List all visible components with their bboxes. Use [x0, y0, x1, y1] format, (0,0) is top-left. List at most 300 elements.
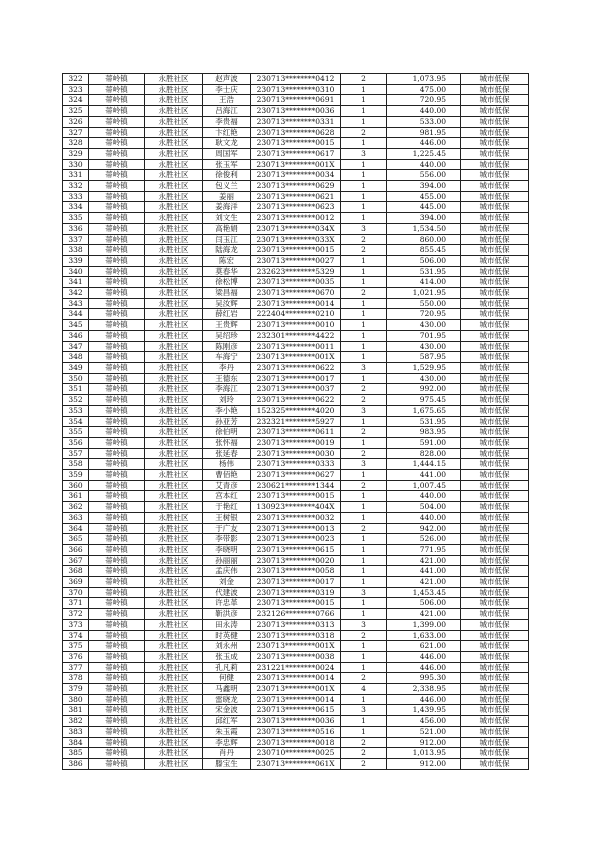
- row-number-cell: 339: [63, 255, 89, 266]
- amount-cell: 983.95: [387, 427, 461, 438]
- community-cell: 永胜社区: [145, 737, 203, 748]
- row-number-cell: 358: [63, 459, 89, 470]
- category-cell: 城市低保: [461, 362, 529, 373]
- town-cell: 蒂岭镇: [89, 234, 145, 245]
- amount-cell: 720.95: [387, 95, 461, 106]
- town-cell: 蒂岭镇: [89, 694, 145, 705]
- community-cell: 永胜社区: [145, 170, 203, 181]
- name-cell: 周国军: [203, 148, 251, 159]
- town-cell: 蒂岭镇: [89, 95, 145, 106]
- row-number-cell: 362: [63, 502, 89, 513]
- amount-cell: 421.00: [387, 609, 461, 620]
- table-row: [63, 116, 529, 127]
- town-cell: 蒂岭镇: [89, 352, 145, 363]
- community-cell: 永胜社区: [145, 395, 203, 406]
- amount-cell: 521.00: [387, 726, 461, 737]
- town-cell: 蒂岭镇: [89, 362, 145, 373]
- id-number-cell: 230713********0014: [251, 694, 341, 705]
- household-size-cell: 1: [341, 694, 387, 705]
- name-cell: 陆海龙: [203, 245, 251, 256]
- name-cell: 李士庆: [203, 84, 251, 95]
- id-number-cell: 230713********0035: [251, 277, 341, 288]
- community-cell: 永胜社区: [145, 234, 203, 245]
- id-number-cell: 230713********001X: [251, 684, 341, 695]
- id-number-cell: 230713********0020: [251, 555, 341, 566]
- town-cell: 蒂岭镇: [89, 662, 145, 673]
- table-row: [63, 234, 529, 245]
- community-cell: 永胜社区: [145, 320, 203, 331]
- town-cell: 蒂岭镇: [89, 159, 145, 170]
- amount-cell: 701.95: [387, 330, 461, 341]
- town-cell: 蒂岭镇: [89, 459, 145, 470]
- household-size-cell: 3: [341, 619, 387, 630]
- row-number-cell: 342: [63, 288, 89, 299]
- id-number-cell: 230713********0319: [251, 587, 341, 598]
- category-cell: 城市低保: [461, 384, 529, 395]
- name-cell: 马鑫明: [203, 684, 251, 695]
- name-cell: 肖丹: [203, 748, 251, 759]
- town-cell: 蒂岭镇: [89, 759, 145, 770]
- row-number-cell: 380: [63, 694, 89, 705]
- category-cell: 城市低保: [461, 737, 529, 748]
- town-cell: 蒂岭镇: [89, 448, 145, 459]
- id-number-cell: 230710********0025: [251, 748, 341, 759]
- row-number-cell: 327: [63, 127, 89, 138]
- category-cell: 城市低保: [461, 373, 529, 384]
- table-row: [63, 266, 529, 277]
- household-size-cell: 2: [341, 427, 387, 438]
- id-number-cell: 230713********0670: [251, 288, 341, 299]
- town-cell: 蒂岭镇: [89, 138, 145, 149]
- town-cell: 蒂岭镇: [89, 651, 145, 662]
- town-cell: 蒂岭镇: [89, 416, 145, 427]
- town-cell: 蒂岭镇: [89, 470, 145, 481]
- household-size-cell: 3: [341, 705, 387, 716]
- community-cell: 永胜社区: [145, 245, 203, 256]
- name-cell: 卞红艳: [203, 127, 251, 138]
- amount-cell: 975.45: [387, 395, 461, 406]
- community-cell: 永胜社区: [145, 84, 203, 95]
- household-size-cell: 1: [341, 277, 387, 288]
- row-number-cell: 331: [63, 170, 89, 181]
- community-cell: 永胜社区: [145, 266, 203, 277]
- name-cell: 李带影: [203, 534, 251, 545]
- name-cell: 陈刚彦: [203, 341, 251, 352]
- row-number-cell: 335: [63, 213, 89, 224]
- category-cell: 城市低保: [461, 502, 529, 513]
- name-cell: 王树银: [203, 512, 251, 523]
- row-number-cell: 340: [63, 266, 89, 277]
- town-cell: 蒂岭镇: [89, 245, 145, 256]
- category-cell: 城市低保: [461, 266, 529, 277]
- table-row: [63, 405, 529, 416]
- household-size-cell: 1: [341, 373, 387, 384]
- name-cell: 王浩: [203, 95, 251, 106]
- name-cell: 孔凡莉: [203, 662, 251, 673]
- amount-cell: 1,529.95: [387, 362, 461, 373]
- name-cell: 李贵福: [203, 116, 251, 127]
- id-number-cell: 230713********0318: [251, 630, 341, 641]
- community-cell: 永胜社区: [145, 213, 203, 224]
- name-cell: 高艳娟: [203, 223, 251, 234]
- community-cell: 永胜社区: [145, 502, 203, 513]
- town-cell: 蒂岭镇: [89, 705, 145, 716]
- id-number-cell: 230713********001X: [251, 352, 341, 363]
- community-cell: 永胜社区: [145, 694, 203, 705]
- household-size-cell: 1: [341, 491, 387, 502]
- amount-cell: 720.95: [387, 309, 461, 320]
- id-number-cell: 230713********0622: [251, 362, 341, 373]
- community-cell: 永胜社区: [145, 716, 203, 727]
- category-cell: 城市低保: [461, 170, 529, 181]
- town-cell: 蒂岭镇: [89, 630, 145, 641]
- community-cell: 永胜社区: [145, 534, 203, 545]
- table-row: [63, 95, 529, 106]
- town-cell: 蒂岭镇: [89, 320, 145, 331]
- community-cell: 永胜社区: [145, 630, 203, 641]
- category-cell: 城市低保: [461, 459, 529, 470]
- id-number-cell: 230713********0010: [251, 320, 341, 331]
- category-cell: 城市低保: [461, 619, 529, 630]
- id-number-cell: 230713********0015: [251, 138, 341, 149]
- row-number-cell: 353: [63, 405, 89, 416]
- table-row: [63, 298, 529, 309]
- category-cell: 城市低保: [461, 116, 529, 127]
- name-cell: 姜丽: [203, 191, 251, 202]
- community-cell: 永胜社区: [145, 148, 203, 159]
- category-cell: 城市低保: [461, 95, 529, 106]
- row-number-cell: 337: [63, 234, 89, 245]
- table-row: [63, 181, 529, 192]
- category-cell: 城市低保: [461, 641, 529, 652]
- community-cell: 永胜社区: [145, 330, 203, 341]
- category-cell: 城市低保: [461, 684, 529, 695]
- town-cell: 蒂岭镇: [89, 555, 145, 566]
- row-number-cell: 347: [63, 341, 89, 352]
- community-cell: 永胜社区: [145, 684, 203, 695]
- amount-cell: 506.00: [387, 598, 461, 609]
- category-cell: 城市低保: [461, 544, 529, 555]
- row-number-cell: 332: [63, 181, 89, 192]
- town-cell: 蒂岭镇: [89, 737, 145, 748]
- category-cell: 城市低保: [461, 512, 529, 523]
- household-size-cell: 1: [341, 352, 387, 363]
- category-cell: 城市低保: [461, 759, 529, 770]
- category-cell: 城市低保: [461, 716, 529, 727]
- category-cell: 城市低保: [461, 416, 529, 427]
- town-cell: 蒂岭镇: [89, 684, 145, 695]
- town-cell: 蒂岭镇: [89, 106, 145, 117]
- name-cell: 吴绍珍: [203, 330, 251, 341]
- amount-cell: 1,073.95: [387, 74, 461, 85]
- name-cell: 徐俊利: [203, 170, 251, 181]
- row-number-cell: 344: [63, 309, 89, 320]
- category-cell: 城市低保: [461, 651, 529, 662]
- name-cell: 张延春: [203, 448, 251, 459]
- household-size-cell: 1: [341, 651, 387, 662]
- household-size-cell: 1: [341, 544, 387, 555]
- household-size-cell: 2: [341, 395, 387, 406]
- community-cell: 永胜社区: [145, 298, 203, 309]
- household-size-cell: 1: [341, 598, 387, 609]
- table-row: [63, 170, 529, 181]
- id-number-cell: 230713********0015: [251, 245, 341, 256]
- town-cell: 蒂岭镇: [89, 726, 145, 737]
- community-cell: 永胜社区: [145, 598, 203, 609]
- row-number-cell: 359: [63, 470, 89, 481]
- community-cell: 永胜社区: [145, 277, 203, 288]
- town-cell: 蒂岭镇: [89, 84, 145, 95]
- town-cell: 蒂岭镇: [89, 202, 145, 213]
- community-cell: 永胜社区: [145, 459, 203, 470]
- row-number-cell: 355: [63, 427, 89, 438]
- community-cell: 永胜社区: [145, 373, 203, 384]
- row-number-cell: 360: [63, 480, 89, 491]
- community-cell: 永胜社区: [145, 448, 203, 459]
- household-size-cell: 1: [341, 534, 387, 545]
- id-number-cell: 230713********0034: [251, 170, 341, 181]
- name-cell: 李海江: [203, 384, 251, 395]
- row-number-cell: 363: [63, 512, 89, 523]
- category-cell: 城市低保: [461, 566, 529, 577]
- table-row: [63, 341, 529, 352]
- name-cell: 姜海洋: [203, 202, 251, 213]
- town-cell: 蒂岭镇: [89, 491, 145, 502]
- household-size-cell: 1: [341, 191, 387, 202]
- row-number-cell: 376: [63, 651, 89, 662]
- household-size-cell: 1: [341, 84, 387, 95]
- community-cell: 永胜社区: [145, 512, 203, 523]
- household-size-cell: 1: [341, 641, 387, 652]
- name-cell: 邱红军: [203, 716, 251, 727]
- name-cell: 李小艳: [203, 405, 251, 416]
- row-number-cell: 377: [63, 662, 89, 673]
- category-cell: 城市低保: [461, 277, 529, 288]
- household-size-cell: 4: [341, 684, 387, 695]
- table-row: [63, 223, 529, 234]
- category-cell: 城市低保: [461, 726, 529, 737]
- name-cell: 时英健: [203, 630, 251, 641]
- community-cell: 永胜社区: [145, 116, 203, 127]
- name-cell: 刘金: [203, 577, 251, 588]
- household-size-cell: 1: [341, 202, 387, 213]
- row-number-cell: 325: [63, 106, 89, 117]
- amount-cell: 504.00: [387, 502, 461, 513]
- table-row: [63, 416, 529, 427]
- id-number-cell: 230713********0313: [251, 619, 341, 630]
- town-cell: 蒂岭镇: [89, 266, 145, 277]
- name-cell: 薛红岩: [203, 309, 251, 320]
- id-number-cell: 232623********5329: [251, 266, 341, 277]
- table-row: [63, 587, 529, 598]
- amount-cell: 506.00: [387, 255, 461, 266]
- category-cell: 城市低保: [461, 577, 529, 588]
- amount-cell: 394.00: [387, 181, 461, 192]
- table-row: [63, 138, 529, 149]
- category-cell: 城市低保: [461, 298, 529, 309]
- community-cell: 永胜社区: [145, 662, 203, 673]
- town-cell: 蒂岭镇: [89, 523, 145, 534]
- community-cell: 永胜社区: [145, 181, 203, 192]
- id-number-cell: 230713********0615: [251, 705, 341, 716]
- household-size-cell: 1: [341, 416, 387, 427]
- community-cell: 永胜社区: [145, 74, 203, 85]
- category-cell: 城市低保: [461, 448, 529, 459]
- id-number-cell: 230713********0617: [251, 148, 341, 159]
- community-cell: 永胜社区: [145, 159, 203, 170]
- community-cell: 永胜社区: [145, 651, 203, 662]
- category-cell: 城市低保: [461, 470, 529, 481]
- category-cell: 城市低保: [461, 223, 529, 234]
- row-number-cell: 369: [63, 577, 89, 588]
- category-cell: 城市低保: [461, 352, 529, 363]
- community-cell: 永胜社区: [145, 127, 203, 138]
- name-cell: 许忠革: [203, 598, 251, 609]
- table-row: [63, 694, 529, 705]
- name-cell: 靳洪彦: [203, 609, 251, 620]
- category-cell: 城市低保: [461, 213, 529, 224]
- id-number-cell: 230713********001X: [251, 641, 341, 652]
- row-number-cell: 356: [63, 437, 89, 448]
- row-number-cell: 348: [63, 352, 89, 363]
- name-cell: 耿文龙: [203, 138, 251, 149]
- community-cell: 永胜社区: [145, 609, 203, 620]
- amount-cell: 855.45: [387, 245, 461, 256]
- row-number-cell: 328: [63, 138, 89, 149]
- amount-cell: 394.00: [387, 213, 461, 224]
- town-cell: 蒂岭镇: [89, 288, 145, 299]
- category-cell: 城市低保: [461, 341, 529, 352]
- category-cell: 城市低保: [461, 587, 529, 598]
- name-cell: 刘文生: [203, 213, 251, 224]
- town-cell: 蒂岭镇: [89, 181, 145, 192]
- row-number-cell: 341: [63, 277, 89, 288]
- household-size-cell: 1: [341, 609, 387, 620]
- category-cell: 城市低保: [461, 523, 529, 534]
- household-size-cell: 1: [341, 255, 387, 266]
- town-cell: 蒂岭镇: [89, 191, 145, 202]
- id-number-cell: 230713********0516: [251, 726, 341, 737]
- amount-cell: 992.00: [387, 384, 461, 395]
- name-cell: 于广友: [203, 523, 251, 534]
- id-number-cell: 230713********033X: [251, 234, 341, 245]
- amount-cell: 531.95: [387, 266, 461, 277]
- amount-cell: 414.00: [387, 277, 461, 288]
- household-size-cell: 1: [341, 170, 387, 181]
- town-cell: 蒂岭镇: [89, 437, 145, 448]
- id-number-cell: 230713********0623: [251, 202, 341, 213]
- category-cell: 城市低保: [461, 106, 529, 117]
- name-cell: 艾青彦: [203, 480, 251, 491]
- table-row: [63, 74, 529, 85]
- table-row: [63, 630, 529, 641]
- table-row: [63, 395, 529, 406]
- id-number-cell: 230713********0032: [251, 512, 341, 523]
- table-row: [63, 84, 529, 95]
- id-number-cell: 232301********4422: [251, 330, 341, 341]
- table-row: [63, 598, 529, 609]
- household-size-cell: 2: [341, 673, 387, 684]
- name-cell: 田永涛: [203, 619, 251, 630]
- table-row: [63, 534, 529, 545]
- name-cell: 李丹: [203, 362, 251, 373]
- amount-cell: 771.95: [387, 544, 461, 555]
- id-number-cell: 232321********5927: [251, 416, 341, 427]
- table-row: [63, 320, 529, 331]
- household-size-cell: 1: [341, 159, 387, 170]
- community-cell: 永胜社区: [145, 470, 203, 481]
- town-cell: 蒂岭镇: [89, 609, 145, 620]
- household-size-cell: 2: [341, 748, 387, 759]
- town-cell: 蒂岭镇: [89, 673, 145, 684]
- town-cell: 蒂岭镇: [89, 480, 145, 491]
- id-number-cell: 230713********0014: [251, 673, 341, 684]
- amount-cell: 912.00: [387, 759, 461, 770]
- amount-cell: 441.00: [387, 566, 461, 577]
- name-cell: 王贵辉: [203, 320, 251, 331]
- amount-cell: 1,534.50: [387, 223, 461, 234]
- category-cell: 城市低保: [461, 191, 529, 202]
- town-cell: 蒂岭镇: [89, 405, 145, 416]
- row-number-cell: 375: [63, 641, 89, 652]
- household-size-cell: 2: [341, 288, 387, 299]
- town-cell: 蒂岭镇: [89, 502, 145, 513]
- row-number-cell: 379: [63, 684, 89, 695]
- community-cell: 永胜社区: [145, 255, 203, 266]
- table-row: [63, 437, 529, 448]
- amount-cell: 531.95: [387, 416, 461, 427]
- category-cell: 城市低保: [461, 534, 529, 545]
- household-size-cell: 1: [341, 213, 387, 224]
- table-row: [63, 684, 529, 695]
- community-cell: 永胜社区: [145, 555, 203, 566]
- household-size-cell: 3: [341, 223, 387, 234]
- amount-cell: 445.00: [387, 202, 461, 213]
- id-number-cell: 230713********0011: [251, 341, 341, 352]
- community-cell: 永胜社区: [145, 138, 203, 149]
- town-cell: 蒂岭镇: [89, 587, 145, 598]
- table-row: [63, 127, 529, 138]
- row-number-cell: 382: [63, 716, 89, 727]
- amount-cell: 446.00: [387, 662, 461, 673]
- amount-cell: 1,021.95: [387, 288, 461, 299]
- row-number-cell: 378: [63, 673, 89, 684]
- amount-cell: 1,399.00: [387, 619, 461, 630]
- id-number-cell: 230713********0013: [251, 523, 341, 534]
- community-cell: 永胜社区: [145, 619, 203, 630]
- name-cell: 吕海江: [203, 106, 251, 117]
- row-number-cell: 386: [63, 759, 89, 770]
- id-number-cell: 230713********0015: [251, 491, 341, 502]
- community-cell: 永胜社区: [145, 726, 203, 737]
- row-number-cell: 324: [63, 95, 89, 106]
- table-row: [63, 502, 529, 513]
- table-row: [63, 523, 529, 534]
- community-cell: 永胜社区: [145, 202, 203, 213]
- table-row: [63, 213, 529, 224]
- community-cell: 永胜社区: [145, 641, 203, 652]
- amount-cell: 455.00: [387, 191, 461, 202]
- name-cell: 杨伟: [203, 459, 251, 470]
- household-size-cell: 1: [341, 716, 387, 727]
- amount-cell: 556.00: [387, 170, 461, 181]
- category-cell: 城市低保: [461, 138, 529, 149]
- table-row: [63, 352, 529, 363]
- town-cell: 蒂岭镇: [89, 148, 145, 159]
- id-number-cell: 230713********0017: [251, 373, 341, 384]
- household-size-cell: 1: [341, 309, 387, 320]
- amount-cell: 440.00: [387, 512, 461, 523]
